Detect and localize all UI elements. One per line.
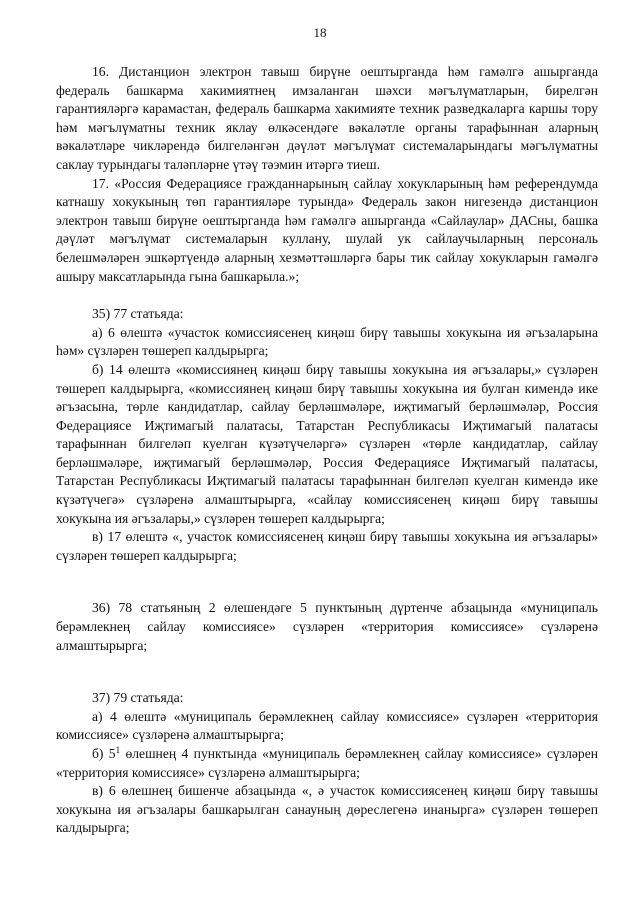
section-35-item-c: в) 17 өлештә «, участок комиссиясенең киңәш бирү тавышы хокукына ия әгъзалары» сүзләрен төшереп калдырырга; [56, 529, 598, 563]
section-35-item-b: б) 14 өлештә «комиссиянең киңәш бирү тавышы хокукына ия әгъзалары,» сүзләрен төшереп калдырырга, «комиссиянең киңәш бирү тавышы хокукына ия булган кимендә ике әгъзасына, төрле кандидатлар, сайлау берләшмәләре, иҗтимагый берләшмәләр, Россия Федерациясе Иҗтимагый палатасы, Татарстан Республикасы Иҗтимагый палатасы тарафыннан билгеләп куелган күзәтүчеләргә» сүзләрен «төрле кандидатлар, сайлау берләшмәләре, иҗтимагый берләшмәләр, Россия Федерациясе Иҗтимагый палатасы, Татарстан Республикасы Иҗтимагый палатасы тарафыннан билгеләп куелган кимендә ике күзәтүчегә» сүзләренә алмаштырырга, «сайлау комиссиясенең киңәш бирү тавышы хокукына ия әгъзалары,» сүзләрен төшереп калдырырга; [56, 361, 598, 526]
section-37-item-c: в) 6 өлешнең бишенче абзацында «, ә участок комиссиясенең киңәш бирү тавышы хокукына ия әгъзалары башкарылган санауның дөреслегенә инанырга» сүзләрен төшереп калдырырга; [56, 783, 598, 836]
section-36: 36) 78 статьяның 2 өлешендәге 5 пунктының дүртенче абзацында «муниципаль берәмлекнең сайлау комиссиясе» сүзләрен «территория комиссиясе» сүзләренә алмаштырырга; [56, 600, 598, 653]
page-number: 18 [313, 25, 327, 40]
superscript-index: 1 [115, 745, 121, 755]
paragraph-17: 17. «Россия Федерациясе гражданнарының сайлау хокукларының һәм референдумда катнашу хокукының төп гарантияләре турында» Федераль закон нигезендә дистанцион электрон тавыш бирүне оештырганда һәм гамәлгә ашырганда «Сайлаулар» ДАСны, башка дәүләт мәгълүмат системаларын куллану, шулай ук сайлаучыларның персональ белешмәләрен эшкәртүендә аларның хезмәттәшләргә бары тик сайлау хокукларын гамәлгә ашыру максатларында гына башкарыла.»; [56, 175, 598, 284]
item-b-prefix: б) 5 [92, 746, 116, 761]
section-35-heading: 35) 77 статьяда: [92, 306, 184, 322]
section-35-item-a: а) 6 өлештә «участок комиссиясенең киңәш бирү тавышы хокукына ия әгъзаларына һәм» сүзләрен төшереп калдырырга; [56, 324, 598, 359]
paragraph-16: 16. Дистанцион электрон тавыш бирүне оештырганда һәм гамәлгә ашырганда федераль башкарма хакимиятнең имзаланган шәхси мәгълүматларын, бирелгән гарантияләргә карамастан, федераль башкарма хакимияте техник разведкаларга каршы тору һәм мәгълүматны техник яклау өлкәсендәге вәкаләтле органы тарафыннан аларның вәкаләтләре чикләрендә билгеләнгән дәүләт мәгълүмат системаларындагы мәгълүматны саклау турындагы таләпләрне үтәү тәэмин итәргә тиеш. [56, 64, 598, 172]
section-37-heading: 37) 79 статьяда: [92, 690, 184, 706]
section-37-item-a: а) 4 өлештә «муниципаль берәмлекнең сайлау комиссиясе» сүзләрен «территория комиссиясе» сүзләренә алмаштырырга; [56, 708, 598, 743]
spacer [56, 565, 598, 599]
spacer [56, 655, 598, 689]
spacer [56, 286, 598, 305]
document-body [56, 63, 598, 838]
item-b-text: өлешнең 4 пунктында «муниципаль берәмлекнең сайлау комиссиясе» сүзләрен «территория комиссиясе» сүзләренә алмаштырырга; [56, 746, 598, 780]
section-37-item-b [56, 745, 598, 782]
